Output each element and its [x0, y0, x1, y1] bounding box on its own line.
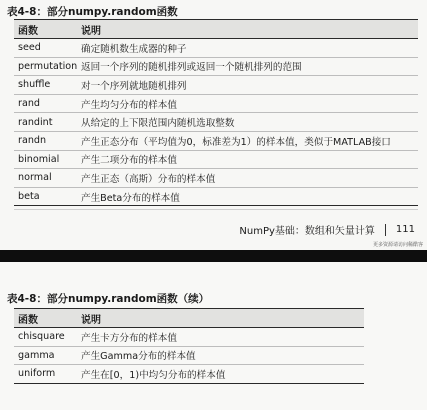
table-row [14, 113, 418, 132]
function-name: rand [18, 98, 40, 110]
function-name: beta [18, 191, 40, 203]
table-row [14, 39, 418, 58]
table-title: 表4-8：部分numpy.random函数 [7, 6, 178, 18]
function-description: 从给定的上下限范围内随机选取整数 [81, 118, 235, 130]
chapter-title: NumPy基础：数组和矢量计算 [239, 226, 375, 237]
table-row [14, 169, 418, 188]
header-function: 函数 [18, 25, 38, 37]
function-name: normal [18, 172, 52, 184]
table-row [14, 151, 418, 170]
function-description: 返回一个序列的随机排列或返回一个随机排列的范围 [81, 62, 302, 74]
page-footer [239, 222, 415, 237]
function-name: permutation [18, 60, 78, 72]
header-description: 说明 [81, 314, 101, 326]
page-number: 111 [395, 224, 415, 235]
table-row [14, 132, 418, 151]
table-row [14, 365, 364, 384]
function-name: chisquare [18, 331, 65, 343]
header-description: 说明 [81, 25, 101, 37]
table-row [14, 58, 418, 77]
table-header [14, 19, 418, 39]
function-name: randn [18, 135, 47, 147]
function-name: randint [18, 116, 53, 128]
function-name: shuffle [18, 79, 51, 91]
table-header [14, 308, 364, 328]
footer-separator [385, 224, 386, 236]
table-row [14, 76, 418, 95]
divider [14, 209, 418, 210]
table-row [14, 95, 418, 114]
random-functions-table-continued [14, 308, 364, 384]
function-name: seed [18, 42, 41, 54]
function-description: 产生二项分布的样本值 [81, 155, 177, 167]
function-name: uniform [18, 368, 56, 380]
table-title: 表4-8：部分numpy.random函数（续） [7, 293, 210, 305]
function-description: 产生均匀分布的样本值 [81, 99, 177, 111]
function-description: 确定随机数生成器的种子 [81, 43, 187, 55]
page-gap [0, 250, 427, 262]
table-row [14, 347, 364, 366]
function-description: 产生正态分布（平均值为0，标准差为1）的样本值，类似于MATLAB接口 [81, 136, 391, 148]
header-function: 函数 [18, 314, 38, 326]
bottom-page [0, 262, 427, 410]
table-row [14, 188, 418, 207]
function-description: 产生Beta分布的样本值 [81, 192, 180, 204]
function-name: gamma [18, 349, 55, 361]
random-functions-table [14, 19, 418, 206]
table-row [14, 328, 364, 347]
function-description: 对一个序列就地随机排列 [81, 80, 187, 92]
function-description: 产生正态（高斯）分布的样本值 [81, 173, 216, 185]
function-description: 产生Gamma分布的样本值 [81, 351, 196, 363]
function-description: 产生卡方分布的样本值 [81, 332, 177, 344]
function-description: 产生在[0，1)中均匀分布的样本值 [81, 369, 226, 381]
function-name: binomial [18, 153, 60, 165]
watermark-stamp: 更多资源请访问稀酷客 [372, 242, 423, 248]
